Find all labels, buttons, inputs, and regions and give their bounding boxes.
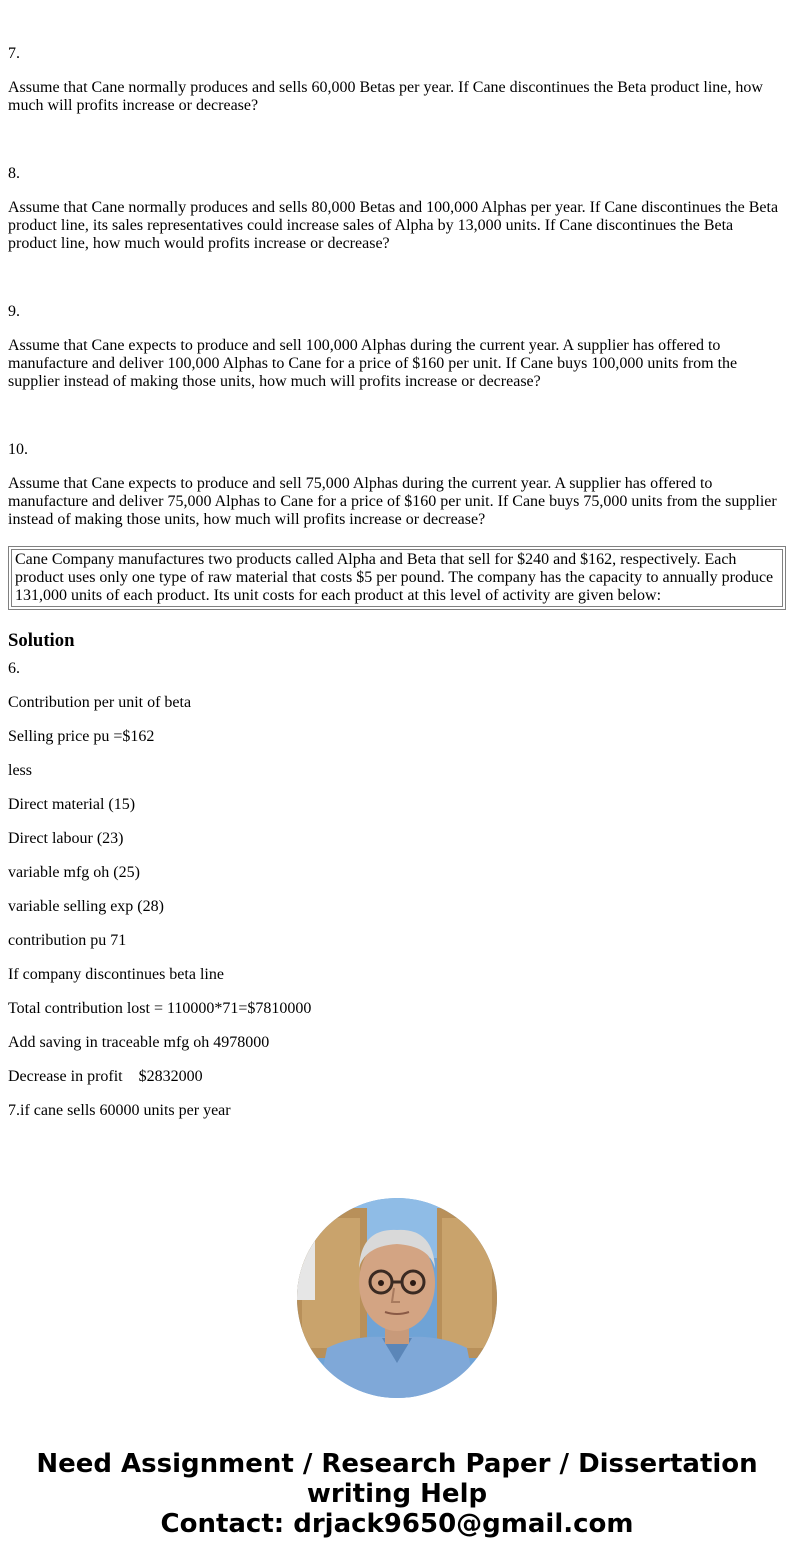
banner-line-1: Need Assignment / Research Paper / Dissertation <box>36 1449 758 1479</box>
solution-line: Selling price pu =$162 <box>8 728 155 745</box>
banner-line-2: writing Help <box>306 1479 488 1509</box>
solution-body <box>8 660 786 1119</box>
help-banner <box>0 1449 794 1539</box>
solution-line: Total contribution lost = 110000*71=$7810000 <box>8 1000 312 1017</box>
solution-line: variable mfg oh (25) <box>8 864 140 881</box>
question-number: 9. <box>8 303 20 320</box>
solution-line: contribution pu 71 <box>8 932 127 949</box>
solution-line: 6. <box>8 660 20 677</box>
question-9 <box>8 303 786 391</box>
solution-line: less <box>8 762 32 779</box>
document-content <box>0 45 794 1119</box>
question-text: Assume that Cane expects to produce and sell 100,000 Alphas during the current year. A supplier has offered to manufacture and deliver 100,000 Alphas to Cane for a price of $160 per unit. If Cane buys 100,000 units from the supplier instead of making those units, how much will profits increase or decrease? <box>8 337 738 390</box>
context-table <box>8 546 786 610</box>
solution-line: Direct labour (23) <box>8 830 124 847</box>
solution-line: If company discontinues beta line <box>8 966 224 983</box>
question-number: 10. <box>8 441 28 458</box>
solution-line: variable selling exp (28) <box>8 898 164 915</box>
solution-line: Add saving in traceable mfg oh 4978000 <box>8 1034 270 1051</box>
solution-line: Direct material (15) <box>8 796 136 813</box>
context-cell: Cane Company manufactures two products called Alpha and Beta that sell for $240 and $162, respectively. Each product uses only one type of raw material that costs $5 per pound. The company has the capacity to annually produce 131,000 units of each product. Its unit costs for each product at this level of activity are given below: <box>11 549 783 607</box>
question-number: 8. <box>8 165 20 182</box>
question-text: Assume that Cane normally produces and sells 60,000 Betas per year. If Cane discontinues the Beta product line, how much will profits increase or decrease? <box>8 79 763 114</box>
question-7 <box>8 45 786 115</box>
solution-line: Contribution per unit of beta <box>8 694 192 711</box>
question-10 <box>8 441 786 529</box>
question-number: 7. <box>8 45 20 62</box>
banner-contact[interactable]: Contact: drjack9650@gmail.com <box>160 1509 634 1539</box>
solution-heading: Solution <box>8 630 75 651</box>
solution-line: 7.if cane sells 60000 units per year <box>8 1102 231 1119</box>
solution-line: Decrease in profit $2832000 <box>8 1068 203 1085</box>
tutor-avatar <box>297 1198 497 1398</box>
tutor-photo-icon <box>297 1198 497 1398</box>
question-text: Assume that Cane expects to produce and sell 75,000 Alphas during the current year. A supplier has offered to manufacture and deliver 75,000 Alphas to Cane for a price of $160 per unit. If Cane buys 75,000 units from the supplier instead of making those units, how much will profits increase or decrease? <box>8 475 777 528</box>
question-text: Assume that Cane normally produces and sells 80,000 Betas and 100,000 Alphas per year. If Cane discontinues the Beta product line, its sales representatives could increase sales of Alpha by 13,000 units. If Cane discontinues the Beta product line, how much would profits increase or decrease? <box>8 199 779 252</box>
question-8 <box>8 165 786 253</box>
